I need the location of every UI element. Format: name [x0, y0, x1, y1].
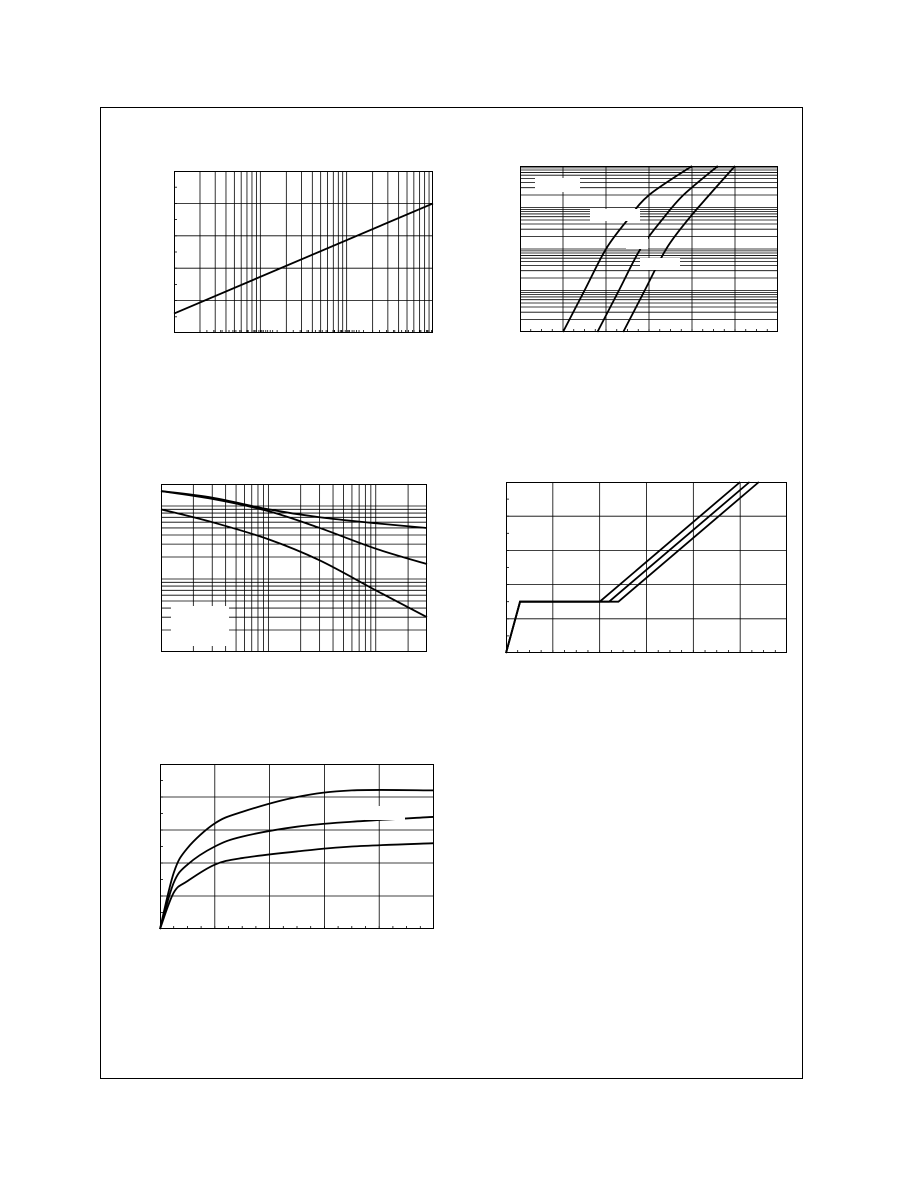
annotation-box: [520, 488, 552, 502]
annotation-box: [535, 178, 580, 192]
annotation-box: [171, 606, 229, 646]
chart-1-line-log-x: [174, 171, 433, 333]
annotation-box: [626, 237, 648, 249]
plot-area: [175, 172, 433, 333]
chart-5-saturation-curves: [160, 764, 434, 929]
annotation-box: [640, 258, 680, 270]
chart-3-log-log-curves: [161, 484, 427, 652]
annotation-box: [590, 209, 640, 221]
annotation-box: [365, 806, 405, 820]
chart-2-transfer-curves: [520, 166, 778, 332]
chart-4-piecewise-curves: [506, 482, 787, 653]
